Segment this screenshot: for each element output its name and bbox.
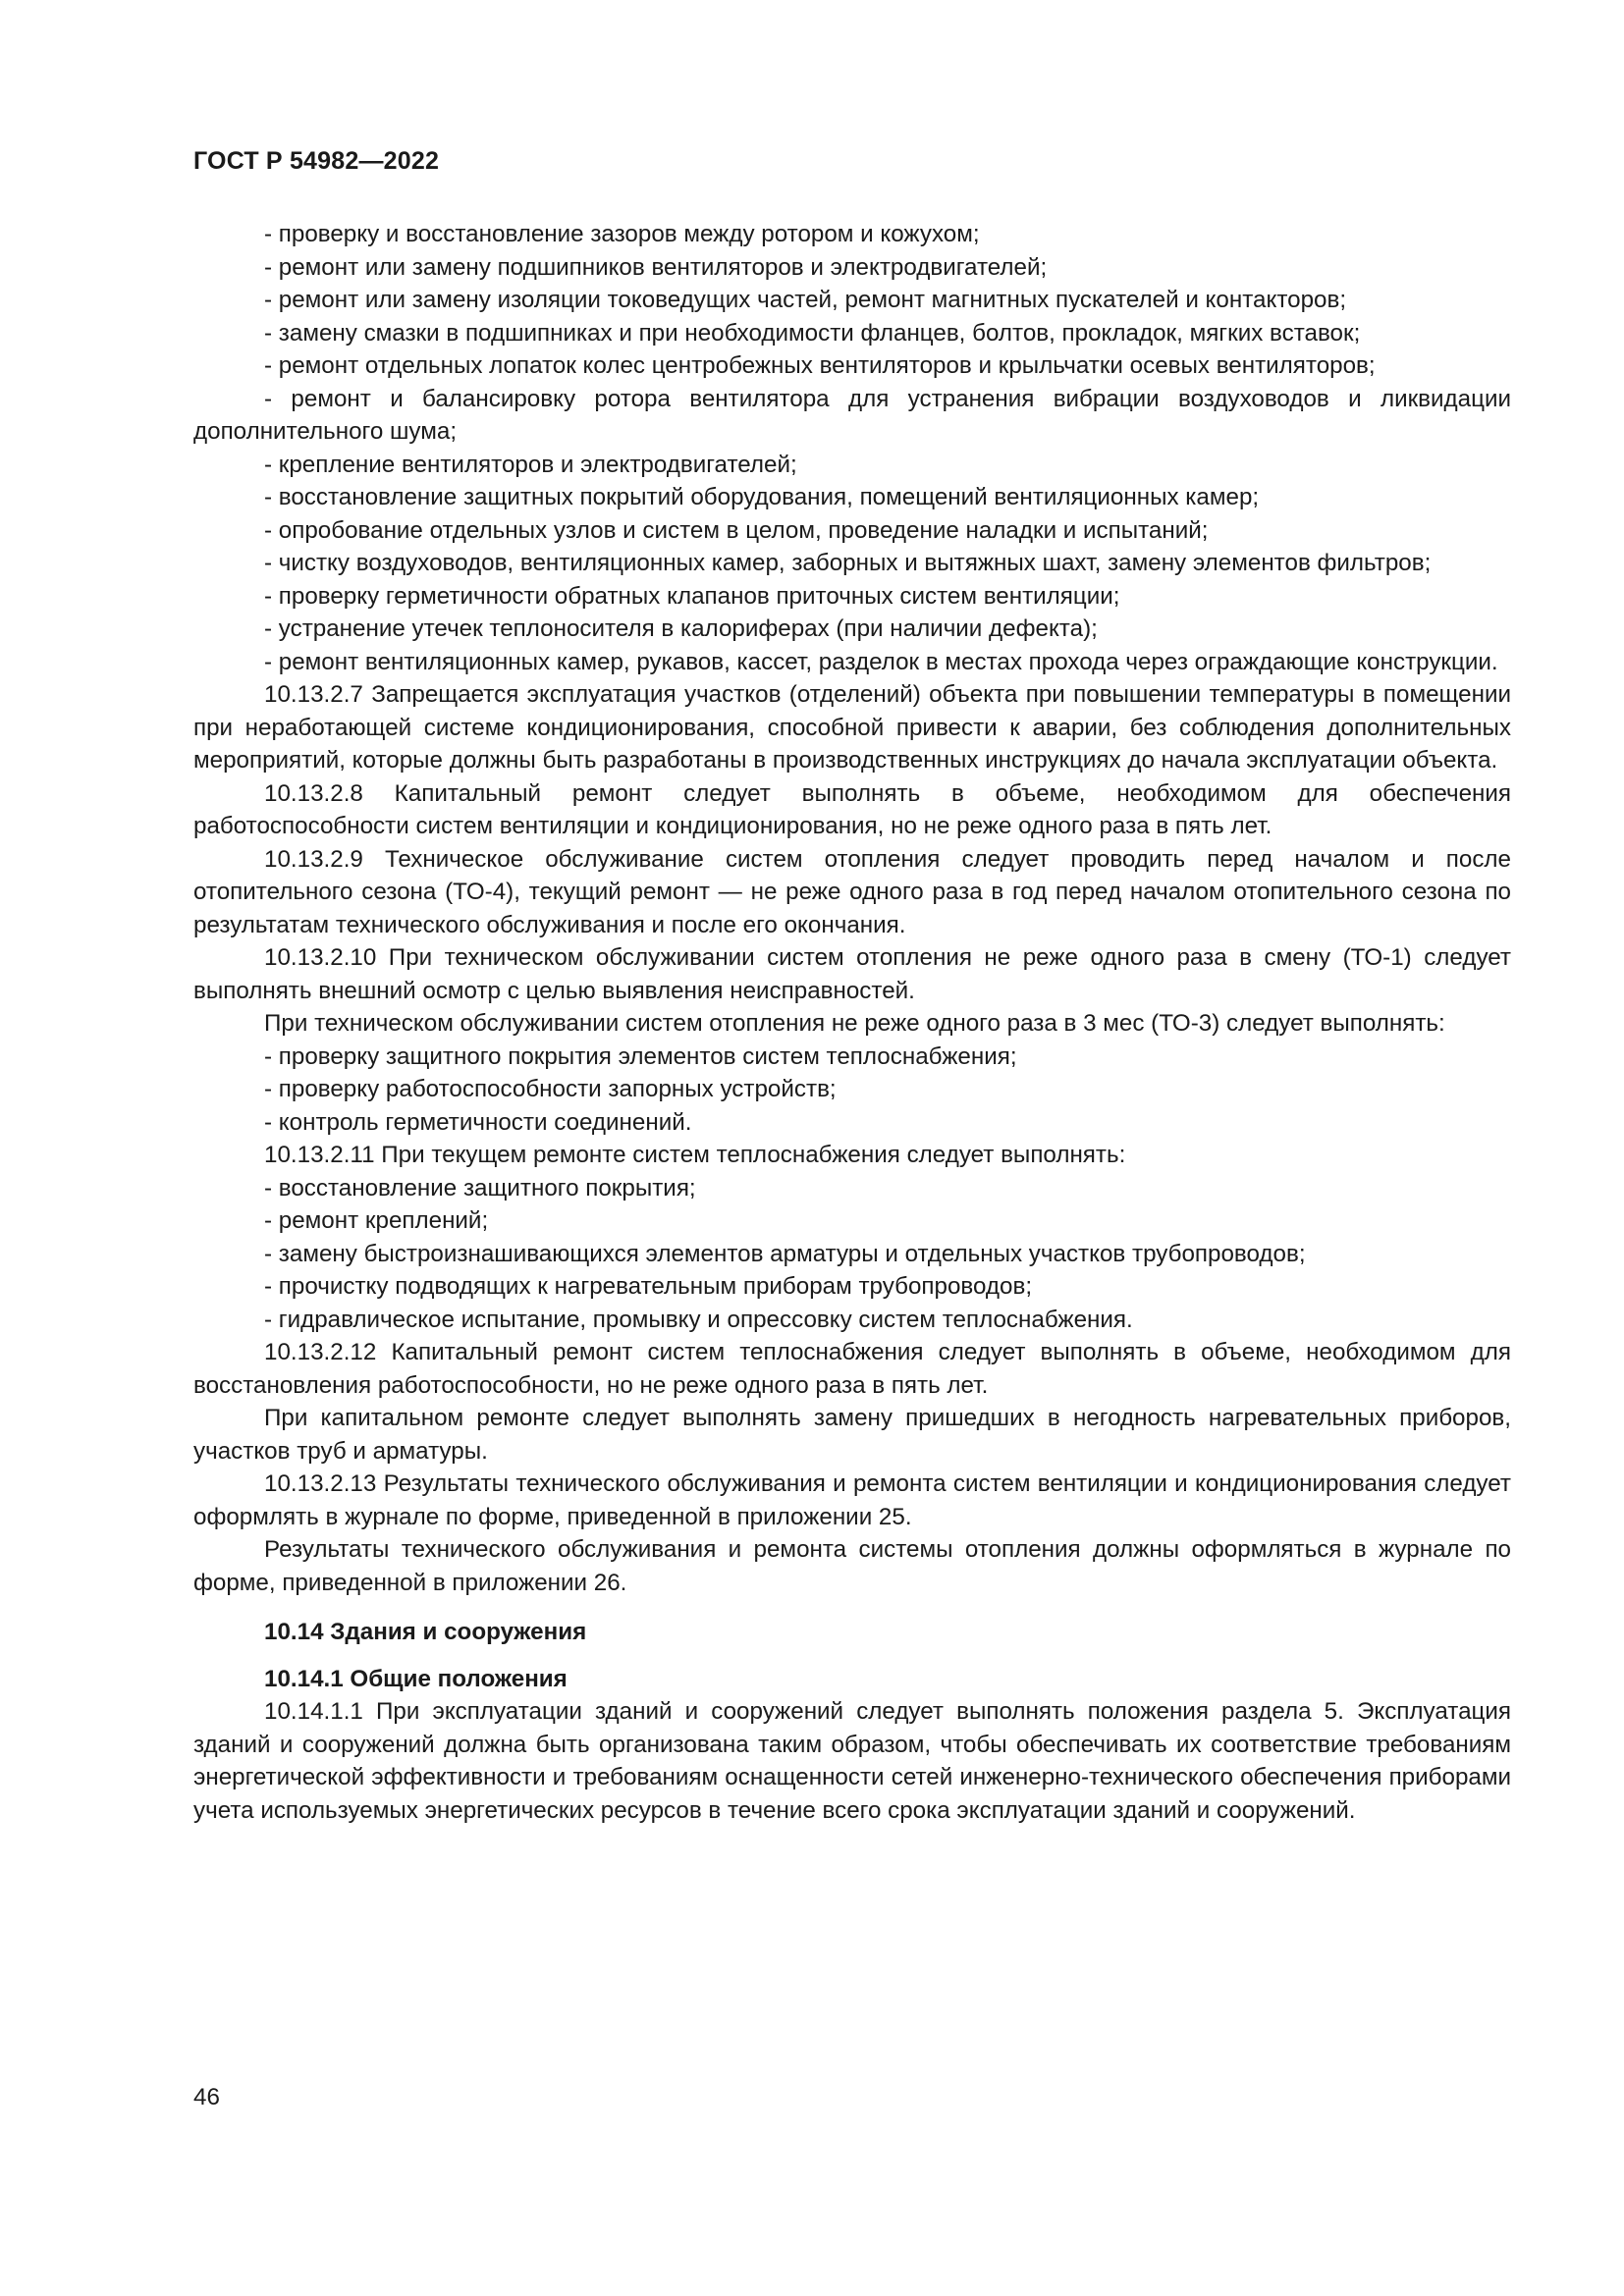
clause-10-13-2-13: 10.13.2.13 Результаты технического обслуживания и ремонта систем вентиляции и кондиционирования следует оформлять в журнале по форме, приведенной в приложении 25.	[193, 1470, 1511, 1530]
subsection-heading: 10.14.1 Общие положения	[264, 1665, 568, 1692]
clause-10-13-2-11: 10.13.2.11 При текущем ремонте систем теплоснабжения следует выполнять:	[264, 1142, 1126, 1168]
list-item: - крепление вентиляторов и электродвигателей;	[264, 451, 797, 478]
list-item: - проверку и восстановление зазоров между ротором и кожухом;	[264, 221, 980, 247]
list-item: - опробование отдельных узлов и систем в целом, проведение наладки и испытаний;	[264, 516, 1209, 544]
list-item: - проверку защитного покрытия элементов систем теплоснабжения;	[264, 1042, 1017, 1070]
clause-10-13-2-8: 10.13.2.8 Капитальный ремонт следует выполнять в объеме, необходимом для обеспечения работоспособности систем вентиляции и кондиционирования, но не реже одного раза в пять лет.	[193, 779, 1511, 839]
list-item: - ремонт или замену подшипников вентиляторов и электродвигателей;	[264, 253, 1048, 281]
document-body	[193, 218, 1511, 1827]
section-heading: 10.14 Здания и сооружения	[264, 1619, 587, 1645]
clause-10-13-2-9: 10.13.2.9 Техническое обслуживание систем отопления следует проводить перед началом и после отопительного сезона (ТО-4), текущий ремонт — не реже одного раза в год перед началом отопительного сезона по результатам технического обслуживания и после его окончания.	[193, 845, 1511, 938]
list-item: - восстановление защитных покрытий оборудования, помещений вентиляционных камер;	[264, 484, 1260, 510]
list-item: - ремонт и балансировку ротора вентилятора для устранения вибрации воздуховодов и ликвидации дополнительного шума;	[193, 385, 1511, 445]
list-item: - устранение утечек теплоносителя в калориферах (при наличии дефекта);	[264, 615, 1098, 642]
list-item: - контроль герметичности соединений.	[264, 1108, 692, 1136]
clause-10-14-1-1: 10.14.1.1 При эксплуатации зданий и сооружений следует выполнять положения раздела 5. Эксплуатация зданий и сооружений должна быть организована таким образом, чтобы обеспечивать их соответствие требованиям энергетической эффективности и требованиям оснащенности сетей инженерно-технического обеспечения приборами учета используемых энергетических ресурсов в течение всего срока эксплуатации зданий и сооружений.	[193, 1698, 1511, 1824]
list-item: - гидравлическое испытание, промывку и опрессовку систем теплоснабжения.	[264, 1306, 1133, 1333]
list-item: - восстановление защитного покрытия;	[264, 1174, 696, 1201]
list-item: - чистку воздуховодов, вентиляционных камер, заборных и вытяжных шахт, замену элементов фильтров;	[264, 550, 1432, 576]
clause-10-13-2-7: 10.13.2.7 Запрещается эксплуатация участков (отделений) объекта при повышении температуры в помещении при неработающей системе кондиционирования, способной привести к аварии, без соблюдения дополнительных мероприятий, которые должны быть разработаны в производственных инструкциях до начала эксплуатации объекта.	[193, 681, 1511, 774]
list-item: - ремонт креплений;	[264, 1207, 489, 1234]
list-item: - ремонт отдельных лопаток колес центробежных вентиляторов и крыльчатки осевых вентиляторов;	[264, 352, 1376, 379]
list-item: - ремонт или замену изоляции токоведущих частей, ремонт магнитных пускателей и контакторов;	[264, 287, 1347, 313]
list-item: - замену смазки в подшипниках и при необходимости фланцев, болтов, прокладок, мягких вставок;	[264, 319, 1361, 347]
list-item: - ремонт вентиляционных камер, рукавов, кассет, разделок в местах прохода через ограждающие конструкции.	[264, 648, 1498, 675]
paragraph: При капитальном ремонте следует выполнять замену пришедших в негодность нагревательных приборов, участков труб и арматуры.	[193, 1405, 1511, 1465]
list-item: - проверку работоспособности запорных устройств;	[264, 1076, 837, 1102]
clause-10-13-2-10: 10.13.2.10 При техническом обслуживании систем отопления не реже одного раза в смену (ТО-1) следует выполнять внешний осмотр с целью выявления неисправностей.	[193, 944, 1511, 1004]
list-item: - проверку герметичности обратных клапанов приточных систем вентиляции;	[264, 582, 1120, 610]
paragraph: При техническом обслуживании систем отопления не реже одного раза в 3 мес (ТО-3) следует выполнять:	[264, 1010, 1445, 1037]
paragraph: Результаты технического обслуживания и ремонта системы отопления должны оформляться в журнале по форме, приведенной в приложении 26.	[193, 1536, 1511, 1596]
document-header: ГОСТ Р 54982—2022	[193, 147, 440, 175]
list-item: - прочистку подводящих к нагревательным приборам трубопроводов;	[264, 1273, 1033, 1300]
page-number: 46	[193, 2084, 220, 2110]
list-item: - замену быстроизнашивающихся элементов арматуры и отдельных участков трубопроводов;	[264, 1240, 1306, 1267]
clause-10-13-2-12: 10.13.2.12 Капитальный ремонт систем теплоснабжения следует выполнять в объеме, необходимом для восстановления работоспособности, но не реже одного раза в пять лет.	[193, 1339, 1511, 1399]
